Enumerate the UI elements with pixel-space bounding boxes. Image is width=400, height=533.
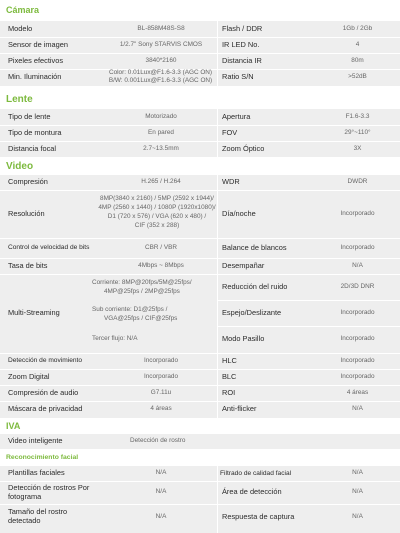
spec-value: Tercer flujo: N/A xyxy=(92,334,138,342)
spec-label: Control de velocidad de bits xyxy=(8,244,90,252)
spec-label: Distancia focal xyxy=(8,143,57,153)
spec-label: Ratio S/N xyxy=(222,72,254,82)
spec-label: Compresión xyxy=(8,177,48,187)
spec-label: WDR xyxy=(222,177,240,187)
spec-value: Incorporado xyxy=(143,356,179,364)
subsection-title-reconocimiento: Reconocimiento facial xyxy=(6,454,79,461)
spec-label: Sensor de imagen xyxy=(8,39,68,49)
spec-value: 4MP@25fps / 2MP@25fps xyxy=(104,288,180,296)
spec-value: VGA@25fps / CIF@25fps xyxy=(104,315,178,323)
spec-value: Motorizado xyxy=(145,112,177,120)
spec-value: >52dB xyxy=(348,73,367,81)
spec-value: Corriente: 8MP@20fps/5M@25fps/ xyxy=(92,279,192,287)
spec-value: Incorporado xyxy=(340,243,375,251)
section-title-iva: IVA xyxy=(6,421,21,431)
spec-value: B/W: 0.001Lux@F1.6-3.3 (AGC ON) xyxy=(108,77,213,85)
spec-value: Sub corriente: D1@25fps / xyxy=(92,306,168,314)
spec-value: CBR / VBR xyxy=(145,243,177,251)
spec-value: G7.11u xyxy=(150,388,172,396)
spec-label: Reducción del ruido xyxy=(222,281,288,291)
spec-value: 2D/3D DNR xyxy=(340,282,375,290)
spec-label: Modo Pasillo xyxy=(222,334,265,344)
spec-label: Pixeles efectivos xyxy=(8,55,64,65)
spec-label: Compresión de audio xyxy=(8,387,79,397)
spec-value: N/A xyxy=(352,261,363,269)
spec-value: N/A xyxy=(352,488,363,496)
spec-value: 2.7~13.5mm xyxy=(143,144,179,152)
spec-value: 29°~110° xyxy=(344,128,371,136)
spec-label: Día/noche xyxy=(222,208,256,218)
section-title-lente: Lente xyxy=(6,94,33,105)
spec-label: Video inteligente xyxy=(8,436,63,446)
spec-value: 1/2.7" Sony STARVIS CMOS xyxy=(119,40,203,48)
spec-value: Incorporado xyxy=(143,372,179,380)
spec-label: Tipo de lente xyxy=(8,111,51,121)
spec-value: Incorporado xyxy=(340,308,375,316)
spec-value: Incorporado xyxy=(340,335,375,343)
spec-value: D1 (720 x 576) / VGA (620 x 480) / xyxy=(107,213,207,221)
spec-value: N/A xyxy=(352,469,363,477)
spec-label: Zoom Digital xyxy=(8,371,50,381)
spec-value: N/A xyxy=(155,488,167,496)
spec-label: Espejo/Deslizante xyxy=(222,307,282,317)
spec-label: Resolución xyxy=(8,208,45,218)
spec-label: Tasa de bits xyxy=(8,260,48,270)
spec-value: 4MP (2560 x 1440) / 1080P (1920x1080)/ xyxy=(98,204,216,212)
section-title-video: Video xyxy=(6,161,34,172)
spec-value: F1.6-3.3 xyxy=(345,112,370,120)
spec-value: 3X xyxy=(353,144,362,152)
spec-value: Detección de rostro xyxy=(130,437,186,445)
spec-label: Área de detección xyxy=(222,487,282,497)
spec-value: N/A xyxy=(352,405,363,413)
spec-label: Filtrado de calidad facial xyxy=(220,469,292,477)
spec-value: Color: 0.01Lux@F1.6-3.3 (AGC ON) xyxy=(108,69,213,77)
spec-value: N/A xyxy=(155,512,167,520)
spec-value: BL-858M48S-S8 xyxy=(137,24,185,32)
spec-label: Respuesta de captura xyxy=(222,511,295,521)
spec-label: ROI xyxy=(222,387,236,397)
spec-label: Zoom Óptico xyxy=(222,143,265,153)
spec-label: Apertura xyxy=(222,111,251,121)
spec-label: Flash / DDR xyxy=(222,23,263,33)
spec-value: 4 áreas xyxy=(346,388,369,396)
spec-label: Distancia IR xyxy=(222,55,262,65)
spec-value: Incorporado xyxy=(340,209,375,217)
spec-value: H.265 / H.264 xyxy=(141,178,181,186)
spec-label: Plantillas faciales xyxy=(8,468,65,478)
spec-label: Min. Iluminación xyxy=(8,72,62,82)
spec-value: DWDR xyxy=(347,178,368,186)
spec-value: En pared xyxy=(148,128,174,136)
spec-label: Detección de rostros Por fotograma xyxy=(8,482,90,501)
spec-label: Modelo xyxy=(8,23,33,33)
spec-label: HLC xyxy=(222,355,237,365)
spec-label: IR LED No. xyxy=(222,39,260,49)
spec-label: Balance de blancos xyxy=(222,242,287,252)
spec-label: Máscara de privacidad xyxy=(8,404,83,414)
spec-label: Anti-flicker xyxy=(222,404,257,414)
spec-value: N/A xyxy=(352,512,363,520)
spec-value: 4 xyxy=(355,40,360,48)
section-title-camara: Cámara xyxy=(6,5,40,15)
spec-value: 4 áreas xyxy=(150,405,172,413)
spec-value: 8MP(3840 x 2160) / 5MP (2592 x 1944)/ xyxy=(100,195,214,203)
spec-value: 80m xyxy=(351,56,364,64)
spec-label: Desempañar xyxy=(222,260,265,270)
spec-label: Tipo de montura xyxy=(8,127,62,137)
spec-value: N/A xyxy=(155,469,167,477)
spec-value: 4Mbps ~ 8Mbps xyxy=(138,261,184,269)
spec-label: Detección de movimiento xyxy=(8,357,83,365)
spec-value: Incorporado xyxy=(340,372,375,380)
spec-value: 1Gb / 2Gb xyxy=(342,24,373,32)
spec-value: CIF (352 x 288) xyxy=(134,222,180,230)
spec-label: Multi-Streaming xyxy=(8,308,60,318)
spec-value: 3840*2160 xyxy=(145,56,177,64)
spec-label: Tamaño del rostro detectado xyxy=(8,507,68,525)
spec-label: FOV xyxy=(222,127,238,137)
spec-label: BLC xyxy=(222,371,237,381)
spec-value: Incorporado xyxy=(340,356,375,364)
